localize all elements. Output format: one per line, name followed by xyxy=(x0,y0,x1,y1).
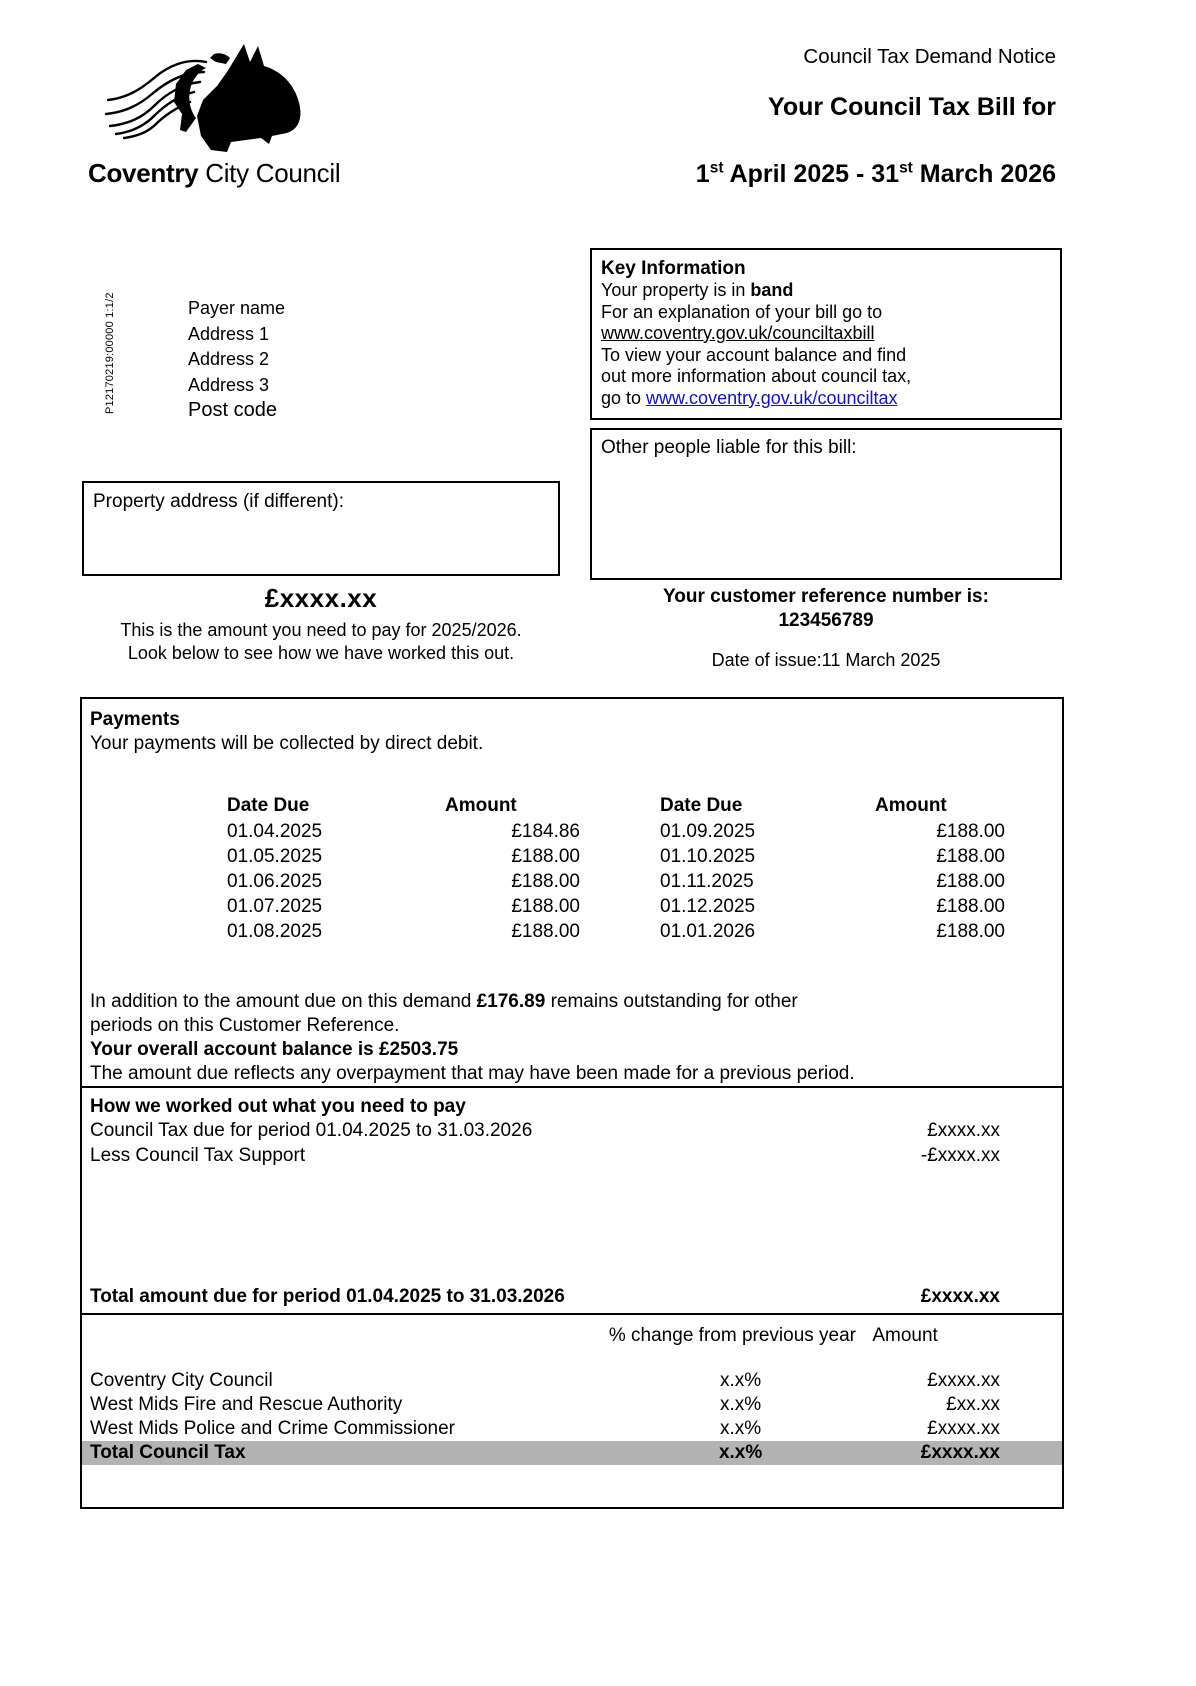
payment-amount: £188.00 xyxy=(511,895,580,917)
outstanding-amount: £176.89 xyxy=(476,991,546,1012)
payment-amount: £188.00 xyxy=(936,820,1005,842)
col-date-due-1: Date Due xyxy=(227,795,310,816)
payment-date: 01.08.2025 xyxy=(227,920,323,942)
property-band-prefix: Your property is in xyxy=(601,280,751,300)
payment-date: 01.09.2025 xyxy=(660,820,756,842)
payments-section xyxy=(82,699,1062,1086)
calculation-label: Less Council Tax Support xyxy=(90,1145,306,1166)
payment-date: 01.10.2025 xyxy=(660,845,756,867)
key-information-title: Key Information xyxy=(601,258,746,279)
payments-header-row xyxy=(227,795,1005,819)
authority-amount: £xxxx.xx xyxy=(927,1418,1000,1439)
period-ordinal-end: st xyxy=(899,159,913,177)
payment-amount: £188.00 xyxy=(511,870,580,892)
payment-date: 01.01.2026 xyxy=(660,920,756,942)
logo-word-coventry: Coventry xyxy=(88,158,199,188)
total-amount-due-label: Total amount due for period 01.04.2025 to 31.03.2026 xyxy=(90,1286,565,1307)
amount-due-note-line-1: This is the amount you need to pay for 2025/2026. xyxy=(120,620,522,640)
customer-reference-label: Your customer reference number is: xyxy=(663,586,989,607)
key-information-box xyxy=(590,248,1062,420)
payer-name: Payer name xyxy=(188,298,286,318)
authority-percent: x.x% xyxy=(720,1394,762,1415)
authority-name: West Mids Fire and Rescue Authority xyxy=(90,1394,403,1415)
calculation-title: How we worked out what you need to pay xyxy=(90,1096,466,1117)
payment-date: 01.05.2025 xyxy=(227,845,323,867)
table-row xyxy=(82,1118,1062,1143)
authority-amount: £xx.xx xyxy=(946,1394,1000,1415)
date-of-issue-value: 11 March 2025 xyxy=(821,650,941,670)
page-header xyxy=(0,0,1196,215)
outstanding-balance-note xyxy=(82,990,1062,1086)
payment-amount: £188.00 xyxy=(936,870,1005,892)
payment-date: 01.04.2025 xyxy=(227,820,323,842)
payer-postcode: Post code xyxy=(188,399,277,421)
council-logo-text xyxy=(88,158,428,189)
outstanding-line-1 xyxy=(90,990,1062,1014)
payment-date: 01.11.2025 xyxy=(660,870,754,892)
authority-name: West Mids Police and Crime Commissioner xyxy=(90,1418,455,1439)
property-band-line xyxy=(601,280,1051,302)
property-band-value: band xyxy=(750,280,794,300)
print-reference-strip: P12170219:00000 1:1/2 xyxy=(104,292,116,414)
table-row xyxy=(82,1393,1062,1417)
period-middle: April 2025 - 31 xyxy=(723,160,900,188)
outstanding-line-2: periods on this Customer Reference. xyxy=(90,1015,400,1036)
col-authority-amount: Amount xyxy=(872,1325,938,1346)
calculation-label: Council Tax due for period 01.04.2025 to 31.03.2026 xyxy=(90,1120,533,1141)
table-row xyxy=(82,1417,1062,1441)
total-council-tax-amount: £xxxx.xx xyxy=(920,1442,1000,1463)
period-day-start: 1 xyxy=(695,160,710,188)
table-row xyxy=(227,819,1005,844)
authority-header-row xyxy=(82,1315,1062,1369)
payment-amount: £188.00 xyxy=(511,845,580,867)
other-liable-people-label: Other people liable for this bill: xyxy=(601,437,857,458)
outstanding-suffix: remains outstanding for other xyxy=(545,991,798,1012)
outstanding-prefix: In addition to the amount due on this demand xyxy=(90,991,477,1012)
property-address-label: Property address (if different): xyxy=(93,491,344,512)
page-title: Your Council Tax Bill for xyxy=(768,93,1056,121)
balance-info-line-1: To view your account balance and find xyxy=(601,344,907,365)
customer-reference-block xyxy=(590,586,1062,671)
amount-due-value: £xxxx.xx xyxy=(264,583,378,613)
logo-word-city-council: City Council xyxy=(198,158,341,188)
table-row xyxy=(227,894,1005,919)
other-liable-people-box xyxy=(590,428,1062,580)
authority-percent: x.x% xyxy=(720,1370,762,1391)
payment-date: 01.06.2025 xyxy=(227,870,323,892)
council-logo xyxy=(88,28,428,189)
amount-due-summary xyxy=(82,583,560,665)
date-of-issue-label: Date of issue: xyxy=(711,650,822,670)
table-row xyxy=(227,869,1005,894)
table-row xyxy=(82,1369,1062,1393)
payment-amount: £184.86 xyxy=(511,820,580,842)
col-amount-1: Amount xyxy=(445,795,517,816)
header-titles xyxy=(416,45,1056,189)
payment-amount: £188.00 xyxy=(936,920,1005,942)
date-of-issue xyxy=(590,650,1062,671)
payment-amount: £188.00 xyxy=(511,920,580,942)
payer-address-line-3: Address 3 xyxy=(188,374,270,395)
payments-title: Payments xyxy=(90,709,180,730)
payment-amount: £188.00 xyxy=(936,845,1005,867)
payment-amount: £188.00 xyxy=(936,895,1005,917)
total-council-tax-row xyxy=(82,1441,1062,1465)
amount-due-note-line-2: Look below to see how we have worked this out. xyxy=(127,643,515,663)
col-authority xyxy=(82,1315,609,1369)
payer-address-line-2: Address 2 xyxy=(188,349,270,369)
overpayment-note: The amount due reflects any overpayment that may have been made for a previous period. xyxy=(90,1063,855,1084)
col-percent-change: % change from previous year xyxy=(608,1325,856,1346)
payment-date: 01.07.2025 xyxy=(227,895,323,917)
authority-percent: x.x% xyxy=(720,1418,762,1439)
goto-prefix: go to xyxy=(601,387,647,408)
table-row xyxy=(227,919,1005,944)
payments-schedule-table xyxy=(227,795,1005,944)
customer-reference-number: 123456789 xyxy=(778,610,874,631)
counciltaxbill-url[interactable]: www.coventry.gov.uk/counciltaxbill xyxy=(601,323,875,343)
payer-address-block xyxy=(188,296,548,424)
table-row xyxy=(82,1143,1062,1168)
authority-breakdown-table xyxy=(82,1315,1062,1465)
col-amount-2: Amount xyxy=(875,795,947,816)
explanation-line: For an explanation of your bill go to xyxy=(601,301,883,322)
calculation-value: £xxxx.xx xyxy=(927,1120,1000,1141)
counciltax-url-link[interactable]: www.coventry.gov.uk/counciltax xyxy=(646,387,898,408)
calculation-section xyxy=(82,1088,1062,1308)
col-date-due-2: Date Due xyxy=(660,795,743,816)
payment-date: 01.12.2025 xyxy=(660,895,756,917)
billing-period xyxy=(416,160,1056,189)
period-ordinal-start: st xyxy=(709,159,724,177)
authority-amount: £xxxx.xx xyxy=(927,1370,1000,1391)
total-council-tax-percent: x.x% xyxy=(718,1442,763,1463)
total-amount-due-value: £xxxx.xx xyxy=(920,1286,1000,1307)
bill-details-panel xyxy=(80,697,1064,1509)
period-end: March 2026 xyxy=(912,160,1056,188)
lady-godiva-horse-icon xyxy=(94,28,344,156)
property-address-box xyxy=(82,481,560,576)
calculation-value: -£xxxx.xx xyxy=(920,1145,1000,1166)
overall-account-balance: Your overall account balance is £2503.75 xyxy=(90,1039,459,1060)
payments-subtitle: Your payments will be collected by direct debit. xyxy=(90,733,484,754)
col-spacer xyxy=(580,795,660,819)
payer-address-line-1: Address 1 xyxy=(188,323,270,344)
balance-info-line-2: out more information about council tax, xyxy=(601,366,912,386)
authority-name: Coventry City Council xyxy=(90,1370,273,1391)
total-council-tax-label: Total Council Tax xyxy=(90,1442,246,1463)
document-type-label: Council Tax Demand Notice xyxy=(803,45,1056,68)
total-amount-due-row xyxy=(82,1286,1062,1308)
table-row xyxy=(227,844,1005,869)
